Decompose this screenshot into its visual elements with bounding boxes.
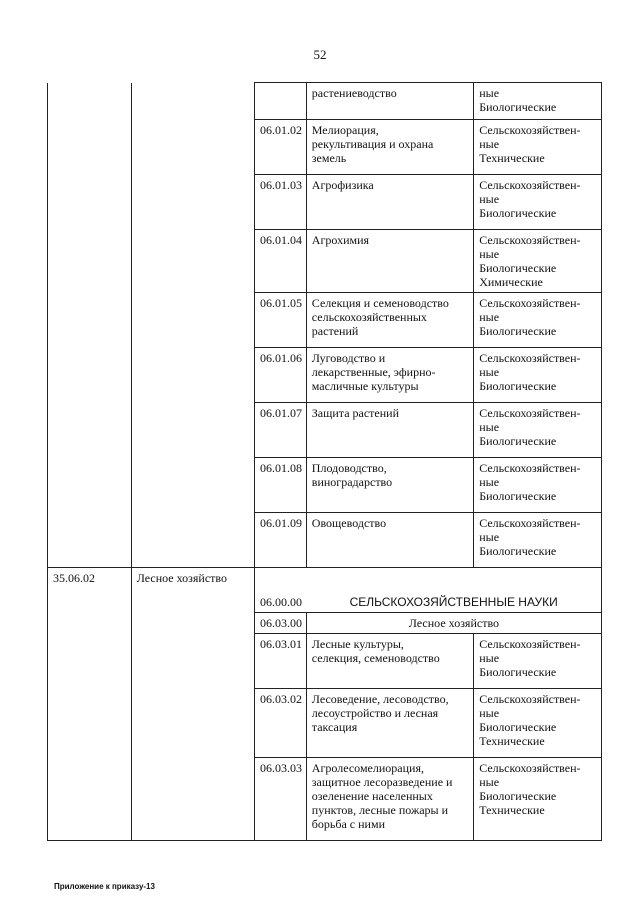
row-code: 06.01.06	[255, 348, 307, 403]
specialty-code: 35.06.02	[48, 568, 132, 841]
row-code: 06.01.09	[255, 513, 307, 568]
row-name: Защита растений	[306, 403, 473, 458]
row-name: Агрофизика	[306, 175, 473, 230]
section-code: 06.00.00	[255, 588, 307, 613]
row-kind: Сельскохозяйствен- ные Биологические	[474, 348, 602, 403]
row-kind: Сельскохозяйствен- ные Биологические	[474, 175, 602, 230]
row-code: 06.03.02	[255, 689, 307, 758]
row-kind: Сельскохозяйствен- ные Биологические	[474, 634, 602, 689]
row-code: 06.01.08	[255, 458, 307, 513]
blank-cell	[255, 568, 602, 589]
row-code: 06.03.01	[255, 634, 307, 689]
subsection-code: 06.03.00	[255, 613, 307, 634]
row-name: Селекция и семеноводство сельскохозяйственных растений	[306, 293, 473, 348]
row-code: 06.01.05	[255, 293, 307, 348]
row-name: Агролесомелиорация, защитное лесоразведение и озеленение населенных пунктов, лесные пожары и борьба с ними	[306, 758, 473, 841]
specialty-name: Лесное хозяйство	[131, 568, 254, 841]
row-name: Агрохимия	[306, 230, 473, 293]
specialty-code-cell	[48, 83, 132, 568]
row-name: Лесоведение, лесоводство, лесоустройство и лесная таксация	[306, 689, 473, 758]
specialty-name-cell	[131, 83, 254, 568]
row-code: 06.01.07	[255, 403, 307, 458]
row-kind: Сельскохозяйствен- ные Биологические Технические	[474, 689, 602, 758]
row-code: 06.01.02	[255, 120, 307, 175]
row-kind: Сельскохозяйствен- ные Биологические	[474, 458, 602, 513]
footer-note: Приложение к приказу-13	[54, 882, 155, 891]
row-code	[255, 83, 307, 120]
row-code: 06.01.03	[255, 175, 307, 230]
row-kind: Сельскохозяйствен- ные Биологические Технические	[474, 758, 602, 841]
row-kind: Сельскохозяйствен- ные Биологические	[474, 513, 602, 568]
page-number: 52	[313, 47, 327, 62]
subsection-title: Лесное хозяйство	[306, 613, 601, 634]
table-row	[48, 568, 602, 589]
row-kind: ные Биологические	[474, 83, 602, 120]
specialties-table	[47, 82, 602, 841]
section-title: СЕЛЬСКОХОЗЯЙСТВЕННЫЕ НАУКИ	[306, 588, 601, 613]
row-name: Плодоводство, виноградарство	[306, 458, 473, 513]
row-name: Лесные культуры, селекция, семеноводство	[306, 634, 473, 689]
row-kind: Сельскохозяйствен- ные Технические	[474, 120, 602, 175]
row-code: 06.03.03	[255, 758, 307, 841]
row-code: 06.01.04	[255, 230, 307, 293]
table-row	[48, 83, 602, 120]
row-name: Луговодство и лекарственные, эфирно- масличные культуры	[306, 348, 473, 403]
row-kind: Сельскохозяйствен- ные Биологические	[474, 293, 602, 348]
row-name: Мелиорация, рекультивация и охрана земель	[306, 120, 473, 175]
row-name: Овощеводство	[306, 513, 473, 568]
row-name: растениеводство	[306, 83, 473, 120]
row-kind: Сельскохозяйствен- ные Биологические	[474, 403, 602, 458]
row-kind: Сельскохозяйствен- ные Биологические Химические	[474, 230, 602, 293]
